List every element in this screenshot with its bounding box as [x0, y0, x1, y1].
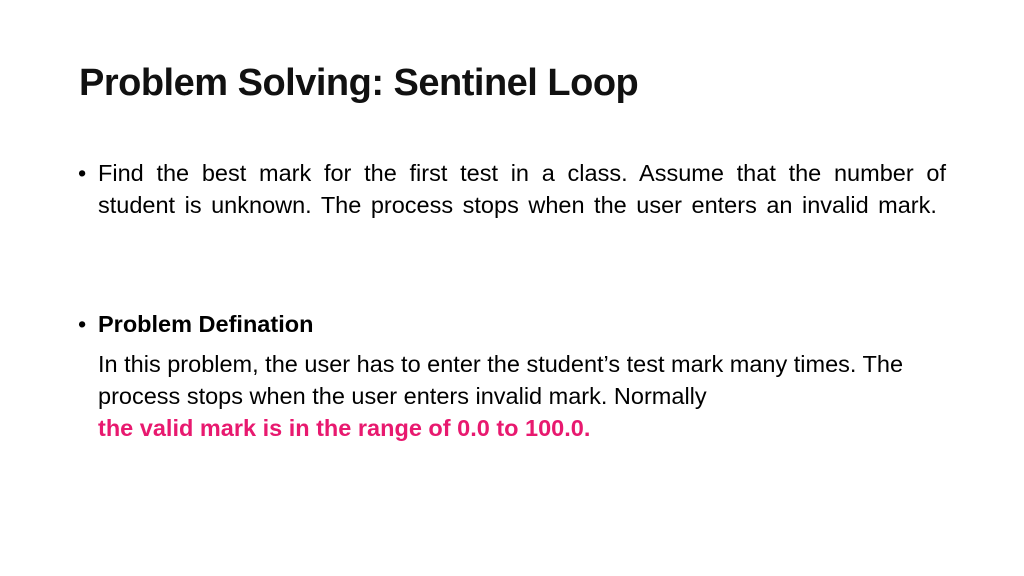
- bullet-content: [98, 308, 946, 444]
- paragraph-text: In this problem, the user has to enter the student’s test mark many times. The process stops when the user enters invalid mark. Normally: [98, 351, 904, 409]
- bullet-dot-icon: •: [78, 160, 87, 186]
- valid-range-highlight: the valid mark is in the range of 0.0 to 100.0.: [98, 415, 591, 441]
- problem-definition-heading: Problem Defination: [98, 311, 314, 337]
- bullet-text: Find the best mark for the first test in a class. Assume that the number of student is unknown. The process stops when the user enters an invalid mark.: [98, 160, 946, 218]
- problem-definition-paragraph: [98, 348, 946, 444]
- bullet-item: [78, 157, 946, 221]
- bullet-item: [78, 308, 946, 444]
- slide-title: Problem Solving: Sentinel Loop: [79, 62, 639, 104]
- bullet-dot-icon: •: [78, 311, 87, 337]
